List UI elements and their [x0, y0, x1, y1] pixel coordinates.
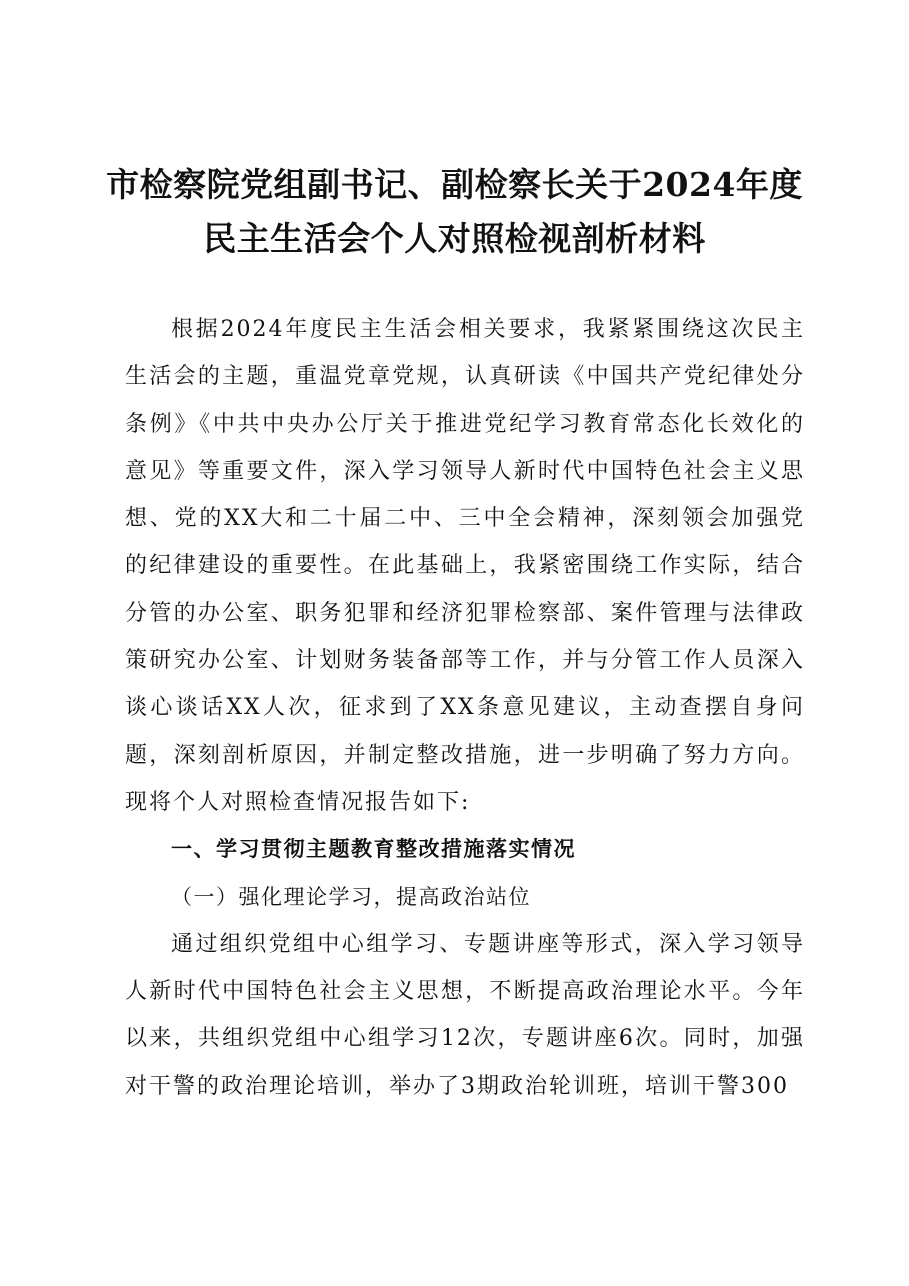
- subsection-heading-1: （一）强化理论学习，提高政治站位: [171, 884, 531, 909]
- subsection-paragraph-1: 通过组织党组中心组学习、专题讲座等形式，深入学习领导人新时代中国特色社会主义思想，不断提高政治理论水平。今年以来，共组织党组中心组学习12次，专题讲座6次。同时，加强对干警的政治理论培训，举办了3期政治轮训班，培训干警300: [125, 931, 805, 1099]
- document-body: [125, 306, 805, 1110]
- title-line-2: 民主生活会个人对照检视剖析材料: [203, 219, 706, 258]
- document-title: [0, 158, 909, 266]
- section-heading-1: 一、学习贯彻主题教育整改措施落实情况: [171, 837, 576, 862]
- intro-paragraph: 根据2024年度民主生活会相关要求，我紧紧围绕这次民主生活会的主题，重温党章党规，认真研读《中国共产党纪律处分条例》《中共中央办公厅关于推进党纪学习教育常态化长效化的意见》等重要文件，深入学习领导人新时代中国特色社会主义思想、党的XX大和二十届二中、三中全会精神，深刻领会加强党的纪律建设的重要性。在此基础上，我紧密围绕工作实际，结合分管的办公室、职务犯罪和经济犯罪检察部、案件管理与法律政策研究办公室、计划财务装备部等工作，并与分管工作人员深入谈心谈话XX人次，征求到了XX条意见建议，主动查摆自身问题，深刻剖析原因，并制定整改措施，进一步明确了努力方向。现将个人对照检查情况报告如下:: [125, 317, 805, 815]
- title-line-1: 市检察院党组副书记、副检察长关于2024年度: [106, 165, 803, 204]
